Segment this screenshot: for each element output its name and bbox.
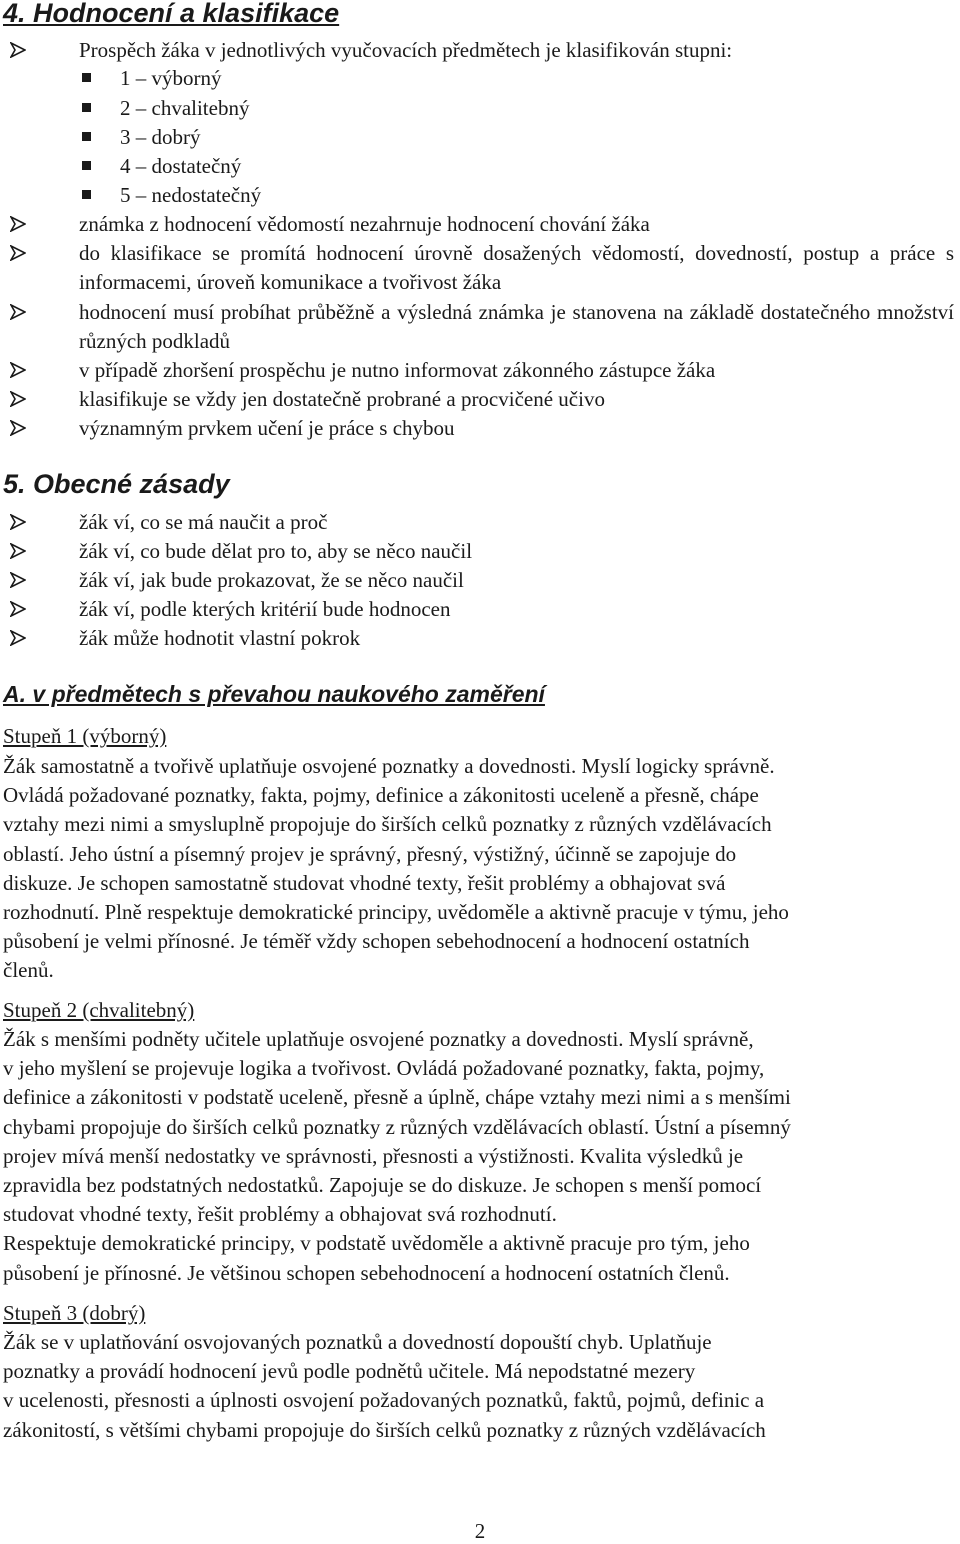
list-item: [10, 36, 954, 65]
list-item: [10, 508, 954, 537]
list-item: [10, 239, 954, 297]
grade-text: 2 – chvalitebný: [120, 96, 250, 120]
grade-item: [82, 94, 249, 123]
grade-item: [82, 181, 261, 210]
text-line: Žák se v uplatňování osvojovaných poznatků a dovedností dopouští chyb. Uplatňuje: [3, 1330, 712, 1354]
grade-text: 3 – dobrý: [120, 125, 201, 149]
text-line: chybami propojuje do širších celků poznatky z různých vzdělávacích oblastí. Ústní a písemný: [3, 1114, 791, 1139]
list-item: [10, 537, 954, 566]
list-item-text: do klasifikace se promítá hodnocení úrovně dosažených vědomostí, dovedností, postup a práce s informacemi, úroveň komunikace a tvořivost žáka: [79, 241, 954, 295]
text-line: studovat vhodné texty, řešit problémy a obhajovat svá rozhodnutí.: [3, 1202, 557, 1227]
list-item: [10, 595, 954, 624]
list-item: [10, 624, 954, 653]
text-line: diskuze. Je schopen samostatně studovat vhodné texty, řešit problémy a obhajovat svá: [3, 870, 726, 895]
list-item-text: v případě zhoršení prospěchu je nutno informovat zákonného zástupce žáka: [79, 358, 716, 382]
section-a-heading: [3, 680, 545, 708]
section-4-heading-text: 4. Hodnocení a klasifikace: [3, 0, 340, 28]
arrow-bullet-icon: [10, 537, 32, 559]
grade-text: 5 – nedostatečný: [120, 183, 262, 207]
text-line: zákonitostí, s většími chybami propojuje do širších celků poznatky z různých vzdělávacích: [3, 1417, 766, 1442]
grade-item: [82, 152, 241, 181]
section-5-heading-text: 5. Obecné zásady: [3, 469, 230, 499]
section-a-heading-text: A. v předmětech s převahou naukového zaměření: [3, 681, 545, 707]
text-line: Respektuje demokratické principy, v podstatě uvědoměle a aktivně pracuje pro tým, jeho: [3, 1231, 750, 1256]
arrow-bullet-icon: [10, 624, 32, 646]
arrow-bullet-icon: [10, 210, 32, 232]
grade-text: 1 – výborný: [120, 66, 222, 90]
text-line: Žák s menšími podněty učitele uplatňuje osvojené poznatky a dovednosti. Myslí správně,: [3, 1027, 754, 1051]
arrow-bullet-icon: [10, 414, 32, 436]
arrow-bullet-icon: [10, 566, 32, 588]
arrow-bullet-icon: [10, 298, 32, 320]
list-item-text: žák ví, co se má naučit a proč: [79, 510, 328, 534]
square-bullet-icon: [82, 103, 91, 112]
grade-item: [82, 123, 201, 152]
text-line: zpravidla bez podstatných nedostatků. Zapojuje se do diskuze. Je schopen s menší pomocí: [3, 1173, 762, 1198]
grade-1-title: [3, 722, 166, 751]
list-item-text: hodnocení musí probíhat průběžně a výsledná známka je stanovena na základě dostatečného množství různých podkladů: [79, 300, 954, 354]
grade-3-title: [3, 1299, 145, 1328]
arrow-bullet-icon: [10, 36, 32, 58]
list-item-text: Prospěch žáka v jednotlivých vyučovacích předmětech je klasifikován stupni:: [79, 38, 733, 62]
section-5-heading: [3, 469, 230, 499]
text-line: působení je přínosné. Je většinou schopen sebehodnocení a hodnocení ostatních členů.: [3, 1260, 730, 1285]
text-line: Ovládá požadované poznatky, fakta, pojmy, definice a zákonitosti uceleně a přesně, chápe: [3, 783, 759, 808]
text-line: v ucelenosti, přesnosti a úplnosti osvojení požadovaných poznatků, faktů, pojmů, definic a: [3, 1388, 765, 1413]
list-item: [10, 298, 954, 356]
arrow-bullet-icon: [10, 385, 32, 407]
list-item-text: žák ví, jak bude prokazovat, že se něco naučil: [79, 568, 464, 592]
list-item: [10, 566, 954, 595]
grade-3-title-text: Stupeň 3 (dobrý): [3, 1301, 146, 1325]
page-number: 2: [474, 1519, 486, 1543]
arrow-bullet-icon: [10, 356, 32, 378]
square-bullet-icon: [82, 190, 91, 199]
text-line: vztahy mezi nimi a smysluplně propojuje do širších celků poznatky z různých vzdělávacích: [3, 812, 772, 837]
section-4-heading: [3, 0, 339, 28]
list-item-text: významným prvkem učení je práce s chybou: [79, 416, 455, 440]
text-line: členů.: [3, 958, 54, 983]
grade-2-description: [3, 1025, 955, 1288]
list-item-text: klasifikuje se vždy jen dostatečně probrané a procvičené učivo: [79, 387, 605, 411]
list-item-text: žák ví, co bude dělat pro to, aby se něco naučil: [79, 539, 473, 563]
text-line: projev mívá menší nedostatky ve správnosti, přesnosti a výstižnosti. Kvalita výsledků je: [3, 1143, 744, 1168]
grade-1-description: [3, 752, 955, 986]
grade-1-title-text: Stupeň 1 (výborný): [3, 724, 167, 748]
grade-text: 4 – dostatečný: [120, 154, 242, 178]
list-item-text: známka z hodnocení vědomostí nezahrnuje hodnocení chování žáka: [79, 212, 650, 236]
list-item: [10, 414, 954, 443]
grade-2-title-text: Stupeň 2 (chvalitebný): [3, 998, 195, 1022]
arrow-bullet-icon: [10, 239, 32, 261]
text-line: rozhodnutí. Plně respektuje demokratické principy, uvědoměle a aktivně pracuje v týmu, jeho: [3, 900, 789, 925]
square-bullet-icon: [82, 132, 91, 141]
square-bullet-icon: [82, 73, 91, 82]
list-item: [10, 210, 954, 239]
list-item: [10, 356, 954, 385]
text-line: Žák samostatně a tvořivě uplatňuje osvojené poznatky a dovednosti. Myslí logicky správně.: [3, 754, 775, 778]
list-item-text: žák může hodnotit vlastní pokrok: [79, 626, 361, 650]
list-item-text: žák ví, podle kterých kritérií bude hodnocen: [79, 597, 451, 621]
text-line: definice a zákonitosti v podstatě uceleně, přesně a úplně, chápe vztahy mezi nimi a s menšími: [3, 1085, 791, 1110]
grade-2-title: [3, 996, 194, 1025]
grade-3-description: [3, 1328, 955, 1445]
list-item: [10, 385, 954, 414]
text-line: v jeho myšlení se projevuje logika a tvořivost. Ovládá požadované poznatky, fakta, pojmy,: [3, 1056, 765, 1081]
grade-item: [82, 64, 222, 93]
text-line: poznatky a provádí hodnocení jevů podle podnětů učitele. Má nepodstatné mezery: [3, 1359, 696, 1384]
square-bullet-icon: [82, 161, 91, 170]
text-line: oblastí. Jeho ústní a písemný projev je správný, přesný, výstižný, účinně se zapojuje do: [3, 841, 737, 866]
arrow-bullet-icon: [10, 508, 32, 530]
text-line: působení je velmi přínosné. Je téměř vždy schopen sebehodnocení a hodnocení ostatních: [3, 929, 750, 954]
arrow-bullet-icon: [10, 595, 32, 617]
